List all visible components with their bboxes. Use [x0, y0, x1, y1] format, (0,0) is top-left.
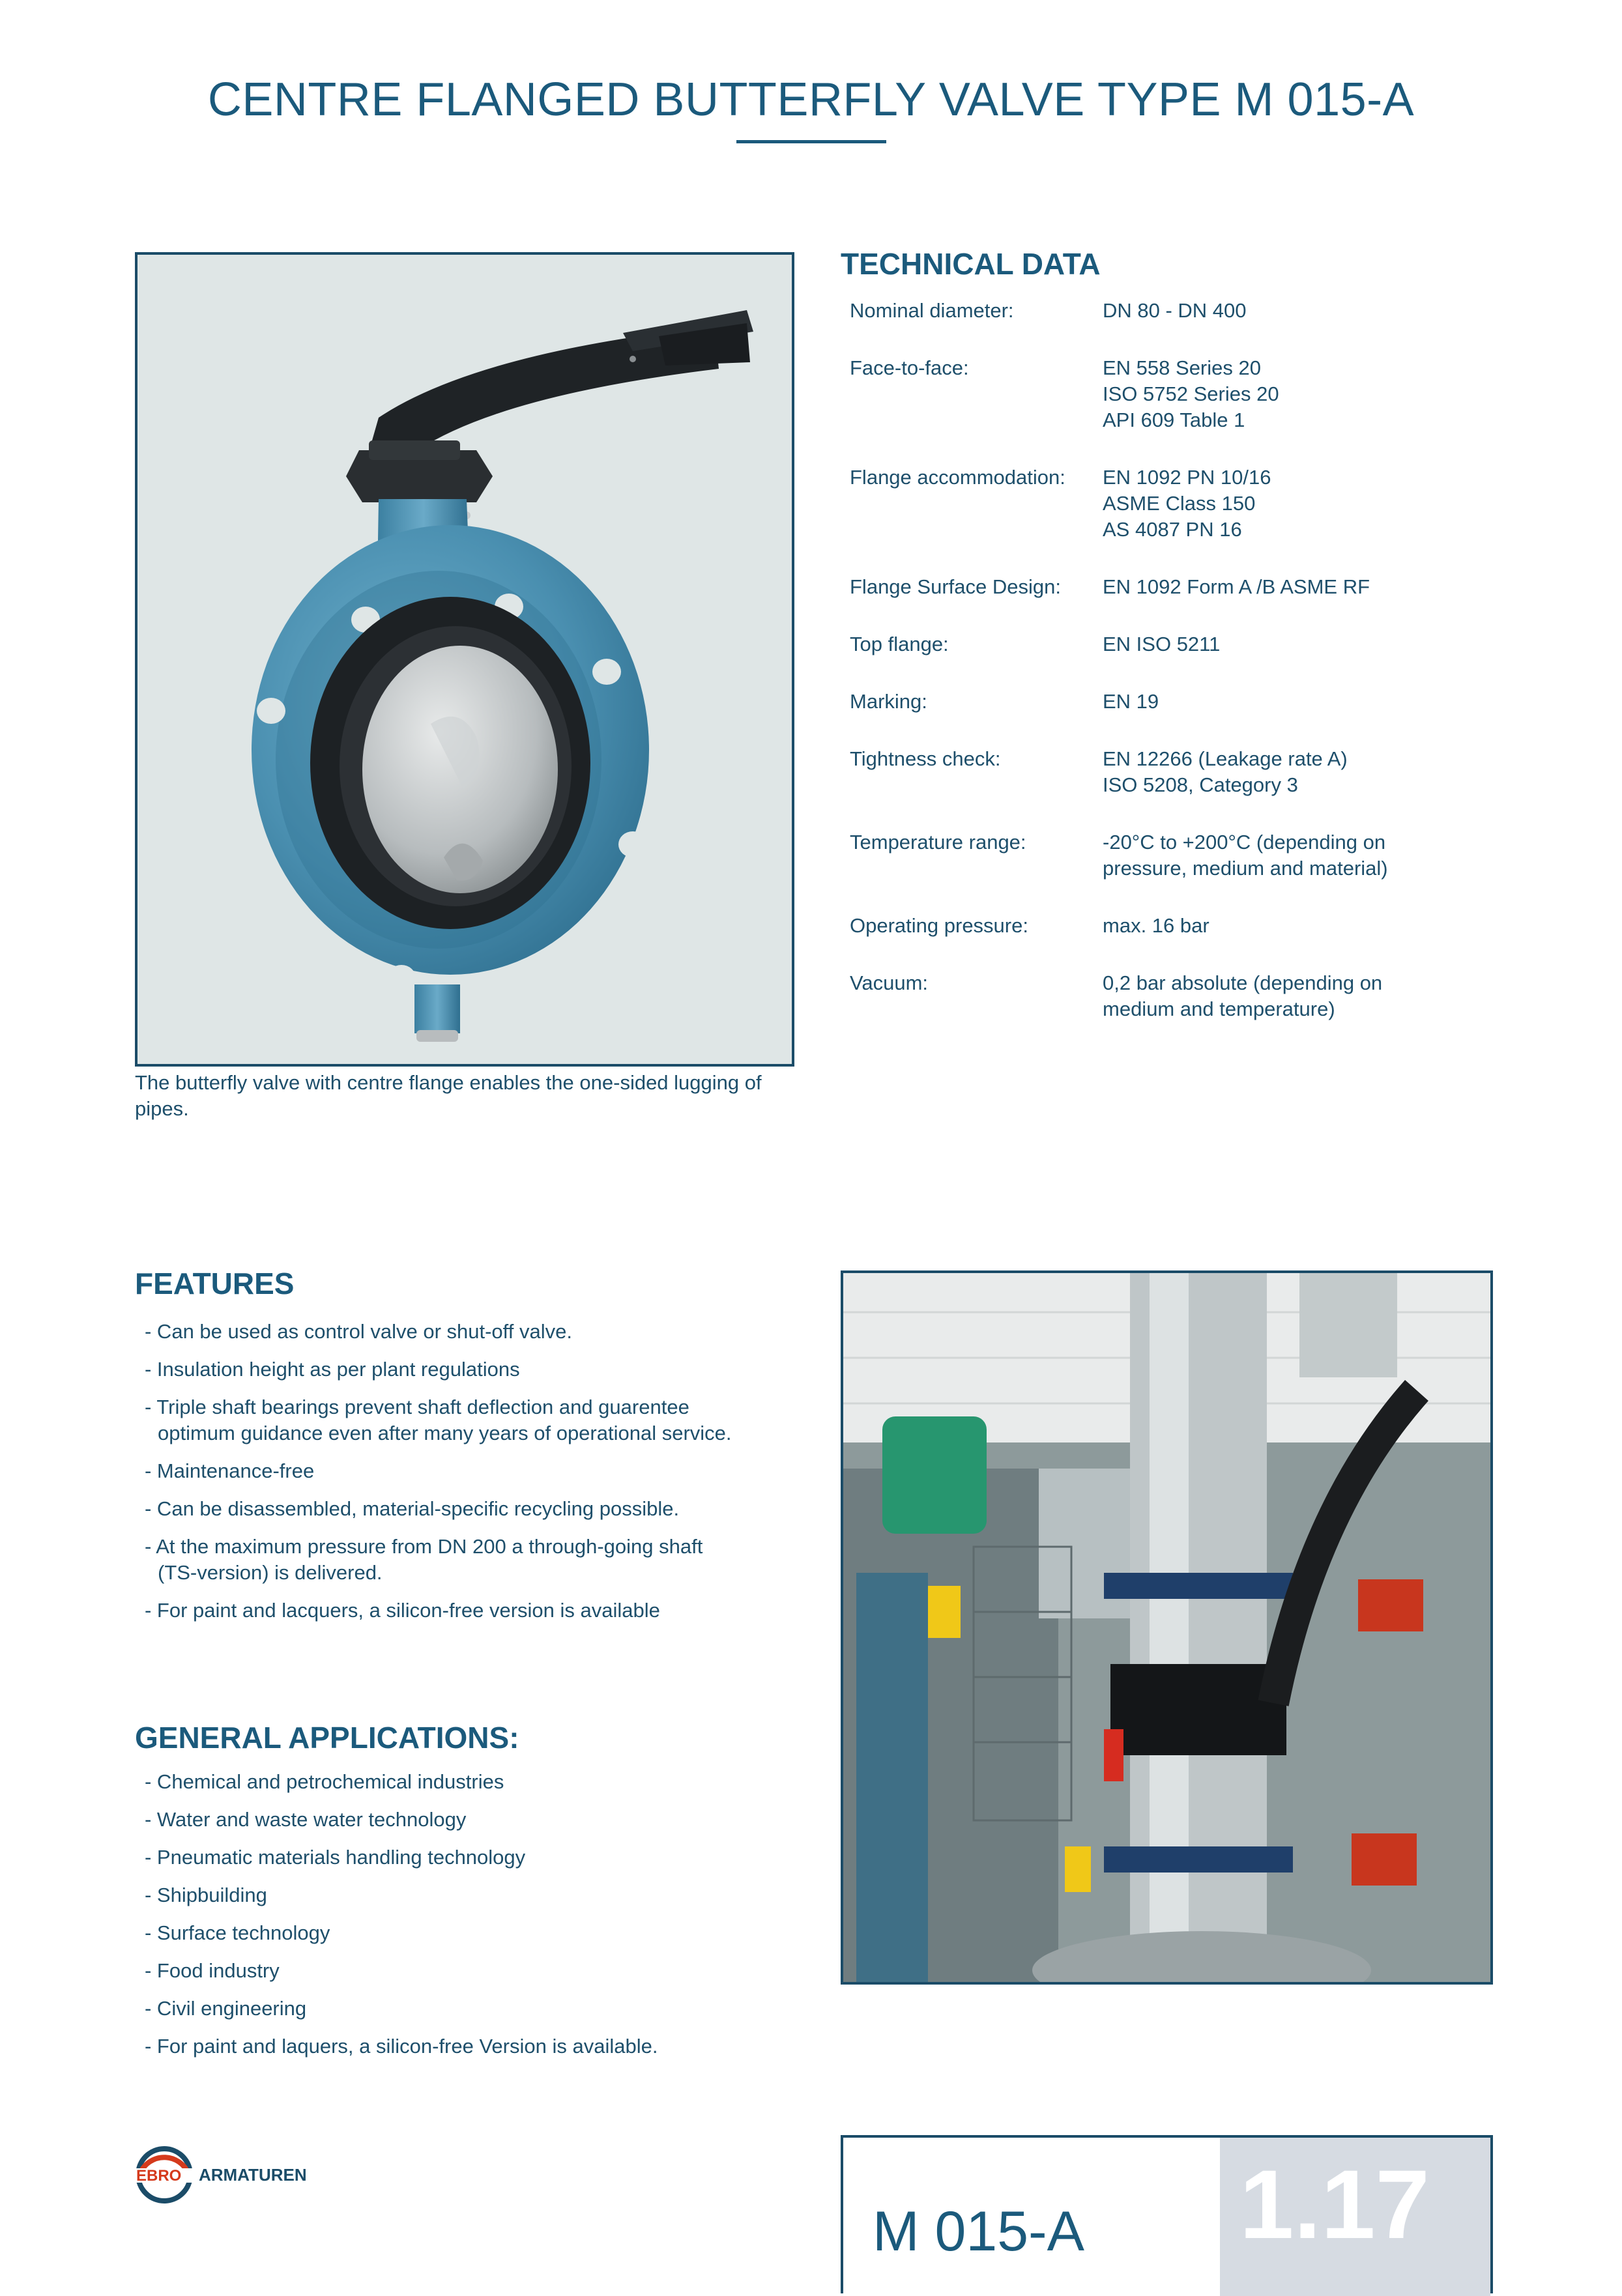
technical-data-heading: TECHNICAL DATA	[841, 247, 1101, 281]
tech-label: Face-to-face:	[850, 356, 969, 379]
tech-value-line: 0,2 bar absolute (depending on	[1103, 971, 1383, 994]
butterfly-valve-illustration	[138, 255, 792, 1064]
tech-row-vacuum	[850, 970, 1469, 1027]
tech-value-line: EN 1092 PN 10/16	[1103, 466, 1271, 489]
features-list	[145, 1319, 829, 1657]
features-heading: FEATURES	[135, 1267, 295, 1300]
ebro-logo-mark	[135, 2142, 350, 2207]
list-item: - Insulation height as per plant regulations	[145, 1358, 520, 1381]
tech-value	[1103, 574, 1469, 631]
tech-value-line: EN 558 Series 20	[1103, 356, 1261, 379]
applications-heading: GENERAL APPLICATIONS:	[135, 1721, 519, 1755]
tech-value-line: ISO 5208, Category 3	[1103, 773, 1298, 796]
list-item: - For paint and lacquers, a silicon-free version is available	[145, 1599, 660, 1622]
list-item: - Water and waste water technology	[145, 1808, 467, 1831]
tech-value	[1103, 355, 1469, 465]
tech-label: Tightness check:	[850, 747, 1001, 770]
tech-label: Operating pressure:	[850, 914, 1028, 937]
tech-value	[1103, 689, 1469, 746]
list-item: - Shipbuilding	[145, 1884, 267, 1906]
tech-label: Flange accommodation:	[850, 466, 1065, 489]
list-item: optimum guidance even after many years of operational service.	[158, 1422, 732, 1444]
tech-value-line: ISO 5752 Series 20	[1103, 382, 1279, 405]
tech-row-top-flange	[850, 631, 1469, 689]
tech-value-line: EN 19	[1103, 690, 1159, 713]
list-item: - Surface technology	[145, 1921, 330, 1944]
tech-row-face-to-face	[850, 355, 1469, 465]
logo-brand-right: ARMATUREN	[199, 2165, 307, 2185]
tech-row-operating-pressure	[850, 913, 1469, 970]
tech-row-flange-surface	[850, 574, 1469, 631]
tech-value-line: EN 12266 (Leakage rate A)	[1103, 747, 1348, 770]
page-number: 1.17	[1239, 2149, 1430, 2259]
list-item: - Food industry	[145, 1959, 280, 1982]
tech-label: Vacuum:	[850, 971, 929, 994]
tech-value-line: medium and temperature)	[1103, 997, 1335, 1020]
tech-value	[1103, 465, 1469, 574]
tech-label: Temperature range:	[850, 831, 1026, 854]
page-number-cell	[1220, 2138, 1490, 2296]
tech-row-marking	[850, 689, 1469, 746]
tech-label: Top flange:	[850, 633, 949, 655]
tech-value-line: -20°C to +200°C (depending on	[1103, 831, 1386, 854]
tech-row-flange-accommodation	[850, 465, 1469, 574]
tech-value-line: max. 16 bar	[1103, 914, 1209, 937]
tech-row-nominal-diameter	[850, 298, 1469, 355]
list-item: - Pneumatic materials handling technology	[145, 1846, 526, 1869]
ebro-armaturen-logo	[135, 2142, 350, 2207]
footer-code-box	[841, 2135, 1493, 2293]
list-item: - Civil engineering	[145, 1997, 307, 2020]
valve-product-image	[135, 252, 794, 1067]
list-item: - Chemical and petrochemical industries	[145, 1770, 504, 1793]
tech-label: Flange Surface Design:	[850, 575, 1061, 598]
title-underline	[736, 140, 886, 143]
tech-row-tightness-check	[850, 746, 1469, 829]
list-item: - Triple shaft bearings prevent shaft deflection and guarentee	[145, 1396, 689, 1418]
tech-row-temperature-range	[850, 829, 1469, 913]
tech-value	[1103, 746, 1469, 829]
tech-label: Marking:	[850, 690, 927, 713]
applications-list	[145, 1769, 829, 2075]
tech-value	[1103, 631, 1469, 689]
page-title: CENTRE FLANGED BUTTERFLY VALVE TYPE M 015-A	[207, 74, 1415, 126]
tech-value-line: AS 4087 PN 16	[1103, 518, 1242, 541]
tech-value	[1103, 298, 1469, 355]
tech-value-line: DN 80 - DN 400	[1103, 299, 1247, 322]
tech-value-line: EN ISO 5211	[1103, 633, 1221, 655]
tech-value	[1103, 970, 1469, 1027]
list-item: - Can be disassembled, material-specific recycling possible.	[145, 1497, 680, 1520]
tech-value-line: ASME Class 150	[1103, 492, 1256, 515]
tech-value-line: pressure, medium and material)	[1103, 857, 1388, 880]
valve-caption: The butterfly valve with centre flange enables the one-sided lugging of pipes.	[135, 1071, 762, 1120]
tech-value	[1103, 829, 1469, 913]
list-item: - At the maximum pressure from DN 200 a through-going shaft	[145, 1535, 703, 1558]
tech-value-line: EN 1092 Form A /B ASME RF	[1103, 575, 1370, 598]
technical-data-table	[850, 298, 1469, 1027]
list-item: - Can be used as control valve or shut-off valve.	[145, 1320, 572, 1343]
tech-value	[1103, 913, 1469, 970]
list-item: - Maintenance-free	[145, 1459, 315, 1482]
list-item: - For paint and laquers, a silicon-free Version is available.	[145, 2035, 658, 2058]
tech-label: Nominal diameter:	[850, 299, 1014, 322]
logo-brand-left: EBRO	[136, 2167, 182, 2185]
product-code: M 015-A	[873, 2200, 1085, 2263]
list-item: (TS-version) is delivered.	[158, 1561, 383, 1584]
plant-photo-illustration	[843, 1273, 1490, 1982]
tech-value-line: API 609 Table 1	[1103, 409, 1245, 431]
plant-installation-image	[841, 1270, 1493, 1985]
